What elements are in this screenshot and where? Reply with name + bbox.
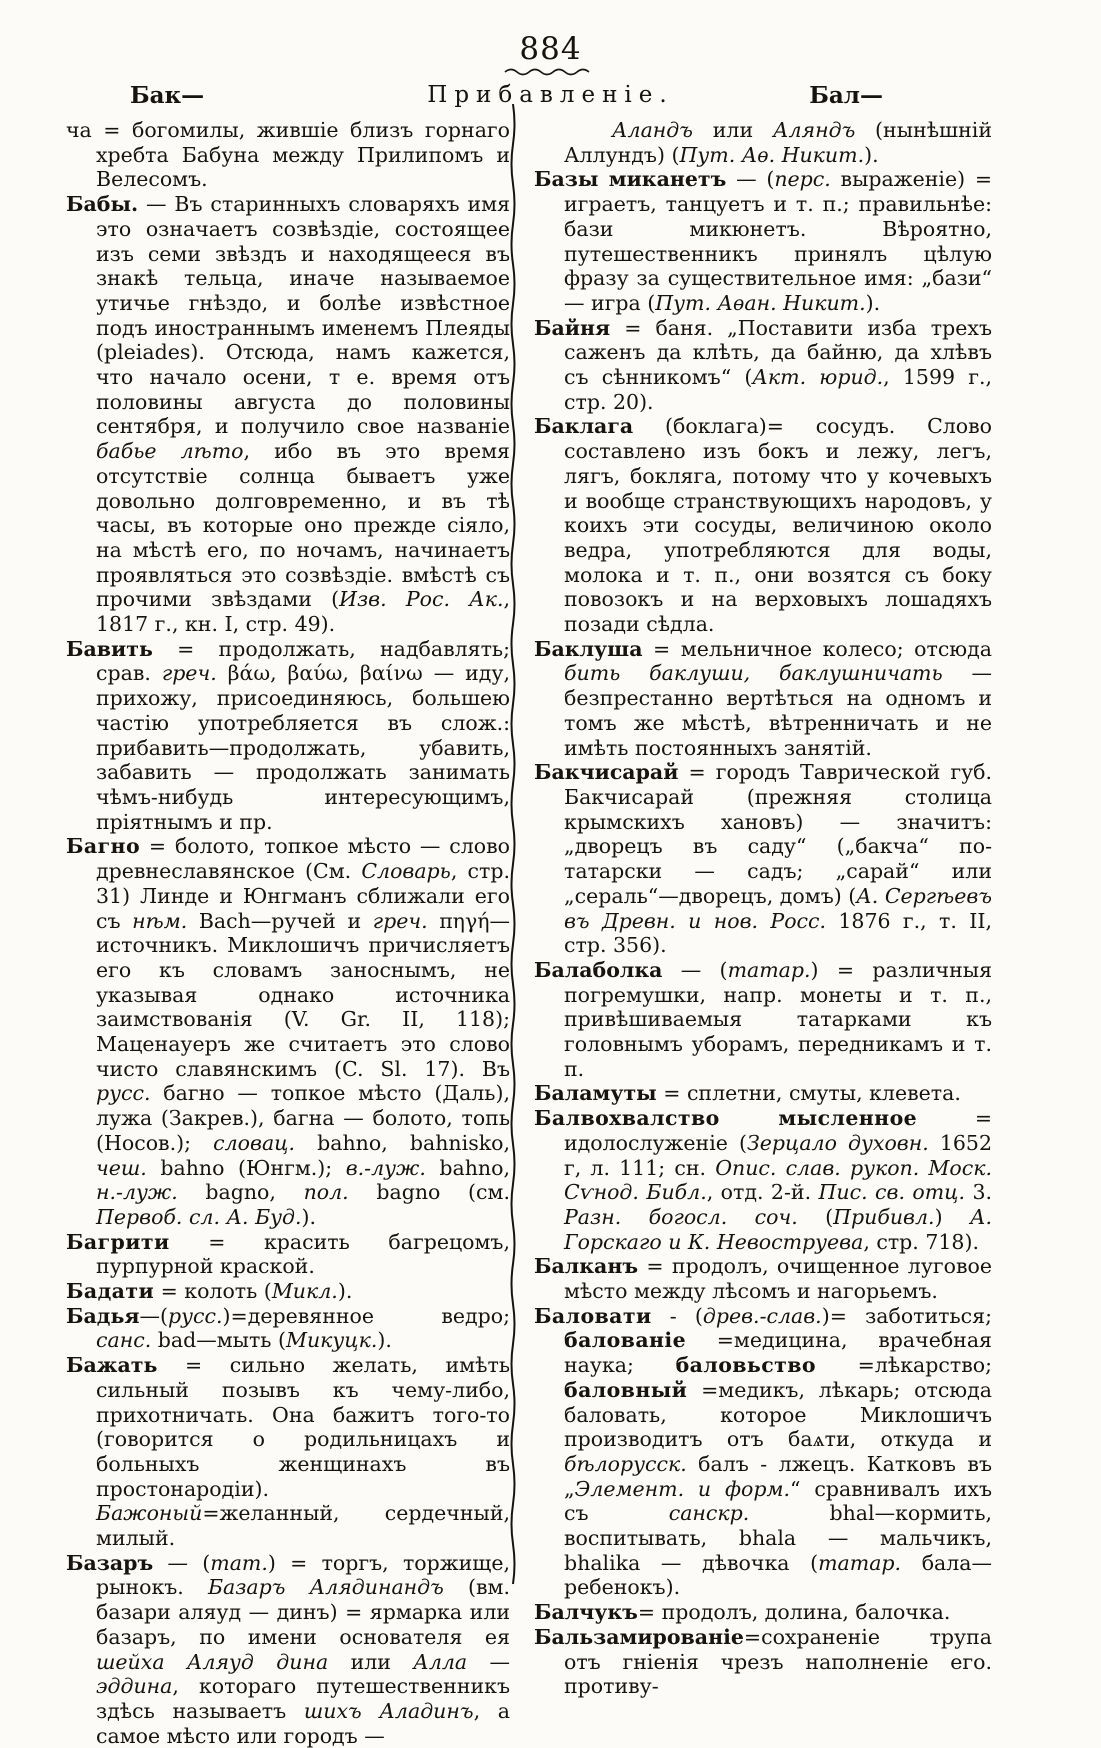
italic-text: чеш. [96,1155,147,1180]
italic-text: татар. [727,957,811,982]
text-run: ). [337,1279,353,1304]
entry-headword: Базаръ [66,1550,154,1575]
entry-headword-slavonic: Багно [66,834,141,859]
italic-text: санскр. [668,1501,750,1526]
dictionary-entry [66,118,510,192]
entry-headword: Бальзамированіе [534,1624,744,1649]
text-run: bagno, [177,1180,304,1205]
text-run: =медицина, врачебная наука; [564,1328,992,1378]
italic-text: бабье лѣто [96,439,244,464]
text-run: , 1599 г., стр. 20). [564,365,992,414]
italic-text: Прибивл. [833,1204,935,1229]
dictionary-entry [66,637,510,835]
entry-headword: Бажать [66,1353,158,1378]
text-run: 1876 г., т. II, стр. 356). [564,908,992,958]
dictionary-entry [534,1600,992,1625]
text-run: =желанный, сердечный, милый. [96,1501,510,1551]
text-run: = колоть ( [154,1279,272,1304]
italic-text: Пут. Аѳан. Никит. [655,290,866,315]
italic-text: А. Сергѣевъ въ Древн. и нов. Росс. [564,883,992,933]
italic-text: русс. [168,1303,223,1328]
text-run: = болото, топкое мѣсто — слово древнеславянское (См. [96,834,510,884]
text-run: ). [301,1204,317,1229]
entry-headword: Базы миканетъ [534,167,727,192]
entry-headword-slavonic: баловьство [675,1353,816,1378]
entry-headword: Балчукъ [534,1600,638,1625]
italic-text: Бажоный [96,1501,203,1526]
italic-text: Пис. св. отц. [818,1180,966,1205]
text-run: , 1817 г., кн. I, стр. 49). [96,587,510,637]
entry-headword: Баламуты [534,1081,657,1106]
text-run: = продолъ, очищенное луговое мѣсто между лѣсомъ и нагорьемъ. [564,1254,992,1304]
page-number: 884 [519,31,582,67]
text-run: = сильно желать, имѣть сильный позывъ къ чему-либо, прихотничать. Она бажитъ того-то (говорится о родильницахъ и больныхъ женщинахъ въ простонародіи). [96,1353,510,1501]
text-run: ). [377,1328,392,1353]
entry-headword: Баклага [534,414,634,439]
dictionary-entry [534,316,992,415]
entry-headword-slavonic: Бадати [66,1279,155,1304]
dictionary-entry [66,1551,510,1748]
entry-headword: Бакчисарай [534,760,679,785]
italic-text: Базаръ Алядинандъ [207,1575,444,1600]
dictionary-entry [534,1106,992,1254]
text-run: выраженіе) = играетъ, танцуетъ и т. п.; правильнѣе: бази микюнетъ. Вѣроятно, путешественникъ принялъ цѣлую фразу за существительное имя: „бази“ — игра ( [564,167,992,315]
text-run: (боклага)= сосудъ. Слово составлено изъ бокъ и лежу, легъ, лягъ, бокляга, потому что у кочевыхъ и вообще странствующихъ народовъ, у коихъ эти сосуды, величиною около ведра, употребляются для воды, молока и т. п., они возятся съ боку повозокъ и на верховыхъ лошадяхъ позади сѣдла. [564,414,992,637]
italic-text: санс. [96,1328,152,1353]
italic-text: А. Горскаго и К. Невоструева [564,1204,993,1254]
guide-word-right: Бал— [809,82,883,109]
page-number-underline [503,67,599,77]
italic-text: Элемент. и форм. [574,1476,791,1501]
italic-text: н.-луж. [96,1180,178,1205]
italic-text: тат. [210,1550,268,1575]
text-run: = сплетни, смуты, клевета. [656,1081,961,1106]
italic-text: Первоб. сл. А. Буд. [96,1204,302,1229]
italic-text: греч. [161,661,217,686]
text-run: багно — топкое мѣсто (Даль), лужа (Закрев.), багна — болото, топь (Носов.); [96,1081,510,1155]
italic-text: Аляндъ [772,118,856,142]
text-run: — Въ старинныхъ словаряхъ имя это означаетъ созвѣздіе, состоящее изъ семи звѣздъ и находящееся въ знакѣ тельца, иначе называемое утичье гнѣздо, и болѣе извѣстное подъ иностраннымъ именемъ Плеяды (pleiades). Отсюда, намъ кажется, что начало осени, т е. время отъ половины августа до половины сентября, и получило свое названіе [96,192,510,439]
dictionary-entry [66,1353,510,1551]
italic-text: русс. [96,1081,151,1106]
text-run: — ( [726,167,775,192]
italic-text: перс. [774,167,831,192]
italic-text: Словарь [361,859,451,884]
text-run: = продолъ, долина, балочка. [637,1600,951,1625]
text-run: = баня. „Поставити изба трехъ саженъ да клѣть, да байню, да хлѣвъ съ сѣнникомъ“ ( [564,315,992,390]
italic-text: Изв. Рос. Ак. [339,587,504,612]
dictionary-entry [66,1279,510,1304]
italic-text: греч. [372,908,428,933]
entry-headword: Баклуша [534,636,643,661]
dictionary-entry [66,834,510,1229]
dictionary-entry [66,192,510,637]
text-run: ). [865,290,881,315]
text-run: bahno, bahnisko, [295,1130,510,1155]
text-run: ( [797,1204,834,1229]
italic-text: Разн. богосл. соч. [564,1204,798,1229]
italic-text: бѣлорусск. [564,1451,687,1476]
italic-text: Зерцало духовн. [746,1130,929,1155]
text-run: πηγή—источникъ. Миклошичъ причисляетъ его къ словамъ заноснымъ, не указывая однако источника заимствованія (V. Gr. II, 118); Маценауеръ же считаетъ это слово чисто славянскимъ (C. Sl. 17). Въ [96,908,510,1081]
text-run: или [328,1649,414,1674]
dictionary-entry [534,1304,992,1600]
column-divider-line [512,104,515,1584]
running-header [0,82,1101,112]
text-run: , стр. 31) Линде и Юнгманъ сближали его съ [96,859,510,933]
dictionary-entry [534,1625,992,1699]
text-run: = городъ Таврической губ. Бакчисарай (прежняя столица крымскихъ хановъ) — значитъ: „дворецъ въ саду“ („бакча“ по-татарски — садъ; „сарай“ или „сераль“—дворецъ, домъ) ( [564,760,992,908]
text-run: - ( [651,1303,703,1328]
italic-text: Опис. слав. рукоп. Моск. Сѵнод. Библ. [564,1155,993,1205]
italic-text: Акт. юрид. [752,365,884,390]
text-run: , котораго путешественникъ здѣсь называетъ [96,1674,510,1723]
text-run: — ( [662,957,728,982]
entry-headword: Бавить [66,636,153,661]
dictionary-entry [534,118,992,167]
italic-text: шейха Аляуд дина [96,1649,329,1674]
text-run: , отд. 2-й. [706,1180,819,1205]
text-run: (вм. базари аляуд — динъ) = ярмарка или базаръ, по имени основателя ея [96,1575,510,1649]
italic-text: Микл. [271,1279,338,1304]
dictionary-entry [534,637,992,761]
text-run: bad—мыть ( [151,1328,286,1353]
text-run: )=деревянное ведро; [222,1303,510,1328]
text-run: = мельничное колесо; отсюда [642,636,992,661]
italic-text: в.-луж. [345,1155,426,1180]
text-run: бала—ребенокъ). [564,1550,993,1600]
text-run: , ибо въ это время отсутствіе солнца бываетъ уже довольно долговременно, и въ тѣ часы, въ которые оно прежде сіяло, на мѣстѣ его, по ночамъ, начинаетъ проявляться это созвѣздіе. вмѣстѣ съ прочими звѣздами ( [96,439,510,612]
text-run: (нынѣшній Аллундъ) ( [564,118,992,167]
text-run: 1652 г, л. 111; сн. [564,1130,992,1180]
text-run: или [692,118,773,142]
text-run: , а самое мѣсто или городъ — [96,1699,510,1748]
entry-headword: Бабы. [66,192,139,217]
text-run: ) = торгъ, торжище, рынокъ. [96,1550,510,1600]
text-run: — безпрестанно вертѣться на одномъ и томъ же мѣстѣ, вѣтренничать и не имѣть постоянныхъ занятій. [564,661,992,760]
text-run: = красить багрецомъ, пурпурной краской. [96,1229,510,1279]
entry-headword-slavonic: Балвохвалство мысленное [534,1106,918,1131]
italic-text: Микуцк. [285,1328,378,1353]
section-title: Прибавленіе. [427,82,674,108]
italic-text: бить баклуши, баклушничать [564,661,943,686]
text-run: “ сравнивалъ ихъ съ [564,1476,992,1526]
italic-text: словац. [213,1130,295,1155]
text-run: bahno (Юнгм.); [146,1155,346,1180]
dictionary-entry [534,414,992,636]
text-run: ча = богомилы, жившіе близъ горнаго хребта Бабуна между Прилипомъ и Велесомъ. [66,118,510,192]
text-run: =медикъ, лѣкарь; отсюда баловать, которое Миклошичъ производитъ отъ баѧти, откуда и [564,1377,992,1452]
italic-text: древ.-слав. [702,1303,822,1328]
text-run: 3. [965,1180,993,1205]
dictionary-entry [534,760,992,958]
text-run: bagno (см. [348,1180,510,1205]
italic-text: нѣм. [132,908,188,933]
text-run: — ( [153,1550,211,1575]
entry-headword-slavonic: Багрити [66,1229,170,1254]
text-run: ). [864,142,879,167]
text-run: балъ - лжецъ. Катковъ въ „ [564,1451,992,1501]
dictionary-entry [66,1230,510,1279]
entry-headword-slavonic: баловный [564,1377,688,1402]
italic-text: пол. [303,1180,349,1205]
dictionary-entry [534,167,992,315]
right-column [534,118,992,1699]
guide-word-left: Бак— [130,82,205,109]
entry-headword: Бадья [66,1303,140,1328]
text-run: βάω, βαύω, βαίνω — иду, прихожу, присоединяюсь, большею частію употребляется въ слож.: прибавить—продолжать, убавить, забавить — продолжать занимать чѣмъ-нибудь интересующимъ, пріятнымъ и пр. [96,661,510,834]
text-run: Bach—ручей и [187,908,373,933]
entry-headword-slavonic: Баловати [534,1303,652,1328]
dictionary-entry [534,1081,992,1106]
italic-text: Пут. Аѳ. Никит. [679,142,865,167]
italic-text: Алла — эддина [96,1649,511,1699]
text-run: )= заботиться; [821,1303,992,1328]
entry-headword: Байня [534,315,611,340]
left-column [66,118,510,1748]
dictionary-entry [66,1304,510,1353]
entry-headword-slavonic: балованіе [564,1328,687,1353]
text-run: =сохраненіе трупа отъ гніенія чрезъ наполненіе его. противу- [564,1624,992,1699]
text-run: ) = различныя погремушки, напр. монеты и т. п., привѣшиваемыя татарками къ головнымъ уборамъ, передникамъ и т. п. [564,957,993,1081]
text-run: ) [934,1204,970,1229]
text-run: = идолослуженіе ( [564,1106,992,1155]
text-run: =лѣкарство; [815,1353,992,1378]
page-number-block [0,31,1101,77]
dictionary-entry [534,1254,992,1303]
italic-text: Аландъ [612,118,693,142]
entry-headword: Балканъ [534,1254,639,1279]
entry-headword: Балаболка [534,957,663,982]
text-run: = продолжать, надбавлять; срав. [96,636,510,686]
italic-text: татар. [818,1550,902,1575]
dictionary-entry [534,958,992,1082]
italic-text: шихъ Аладинъ [303,1699,474,1723]
text-run: , стр. 718). [863,1229,979,1254]
text-run: bhal—кормить, воспитывать, bhala — мальчикъ, bhalika — дѣвочка ( [564,1501,992,1575]
text-run: —( [139,1303,169,1328]
text-run: bahno, [425,1155,510,1180]
